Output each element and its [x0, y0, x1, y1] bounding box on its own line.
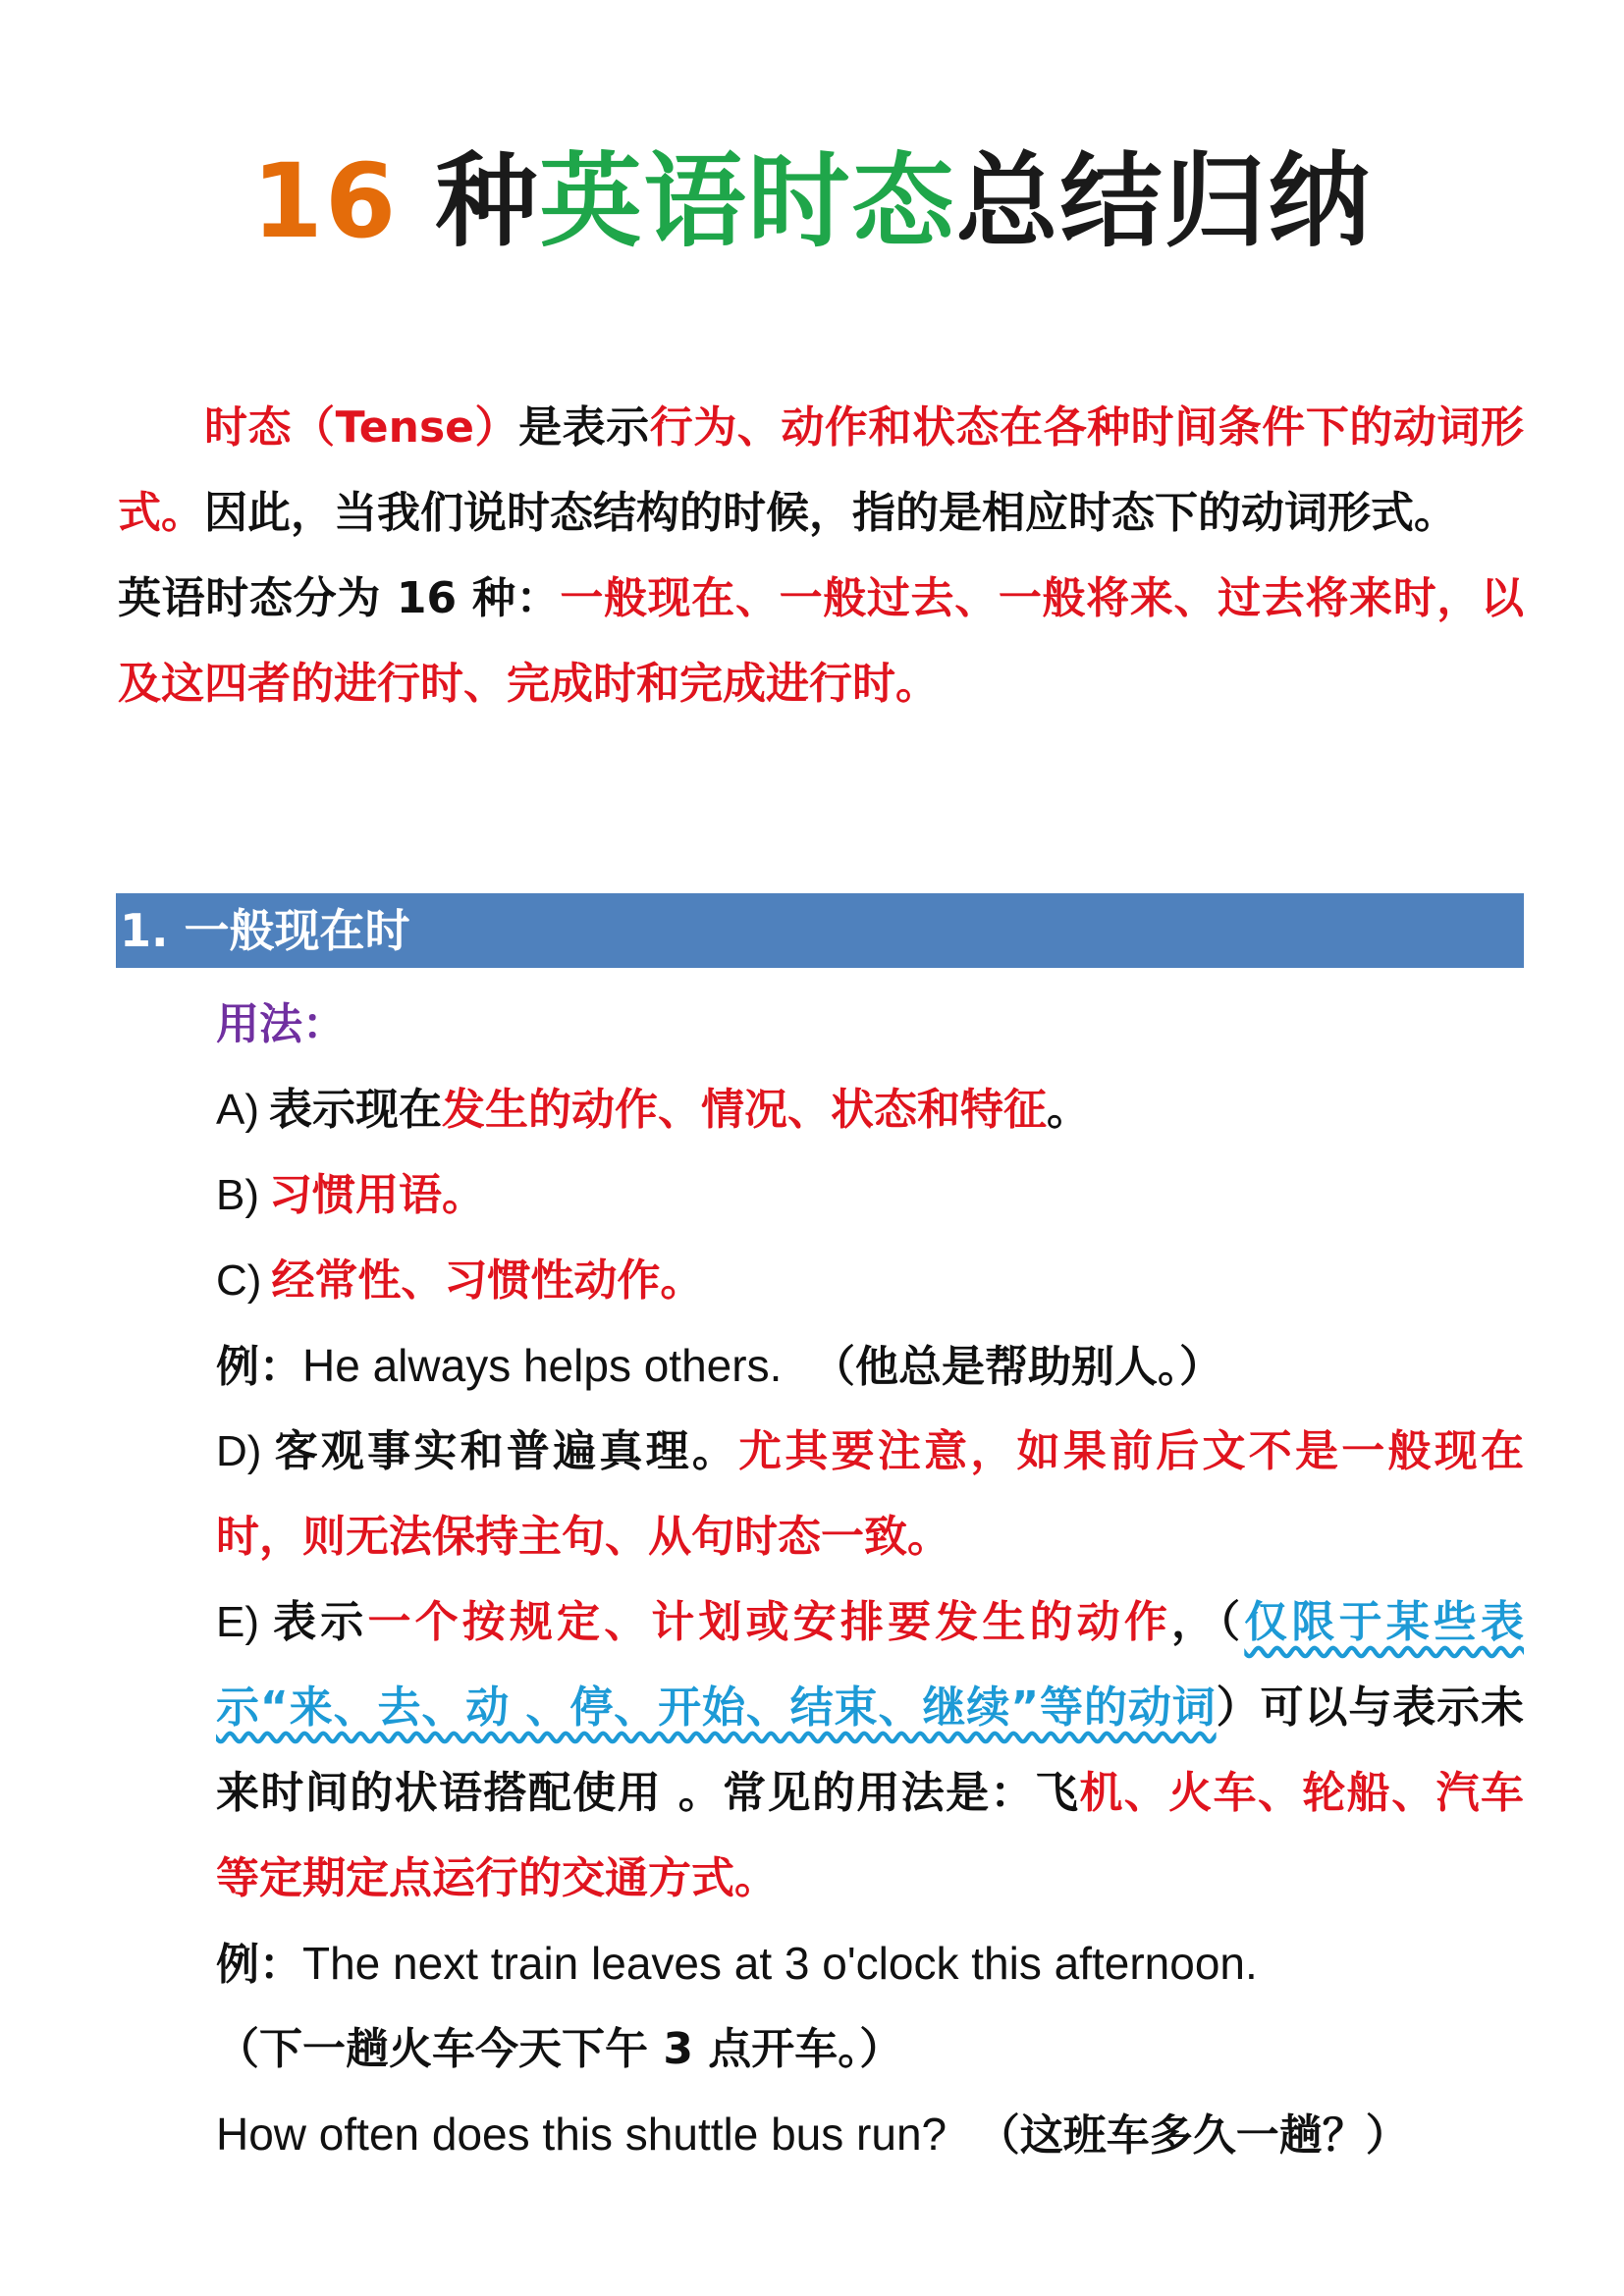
page-title	[0, 137, 1624, 265]
section-header-simple-present: 1. 一般现在时	[116, 893, 1524, 968]
intro-explanation: 因此，当我们说时态结构的时候，指的是相应时态下的动词形式。	[204, 488, 1457, 538]
intro-count: 英语时态分为 16 种：	[118, 573, 561, 623]
intro-term: 时态（Tense）	[204, 402, 519, 453]
usage-item-b: B) 习惯用语。	[216, 1170, 485, 1220]
title-part-tense: 英语时态	[539, 141, 956, 261]
section-body	[216, 982, 1524, 2177]
title-number: 16	[251, 141, 399, 261]
usage-label: 用法：	[216, 999, 346, 1049]
example-1: 例：He always helps others. （他总是帮助别人。）	[216, 1340, 1222, 1392]
title-part-kind: 种	[398, 141, 540, 261]
usage-item-e: E) 表示一个按规定、计划或安排要发生的动作，（仅限于某些表示“来、去、动 、停、开始、结束、继续”等的动词）可以与表示未来时间的状语搭配使用 。常见的用法是：飞机、火车、轮船、汽车等定期定点运行的交通方式。	[216, 1597, 1525, 1903]
usage-item-a: A) 表示现在发生的动作、情况、状态和特征。	[216, 1085, 1090, 1135]
title-part-summary: 总结归纳	[955, 141, 1373, 261]
intro-paragraph	[118, 385, 1524, 726]
intro-list: 一般现在、一般过去、一般将来、过去将来时，以及这四者的进行时、完成时和完成进行时。	[118, 573, 1524, 709]
example-3: How often does this shuttle bus run? （这班车多久一趟？）	[216, 2109, 1409, 2161]
example-2-translation: （下一趟火车今天下午 3 点开车。）	[216, 2024, 903, 2074]
example-2: 例：The next train leaves at 3 o'clock this afternoon.	[216, 1938, 1258, 1990]
usage-item-c: C) 经常性、习惯性动作。	[216, 1255, 704, 1306]
intro-text: 是表示	[518, 402, 650, 453]
usage-item-d: D) 客观事实和普遍真理。尤其要注意，如果前后文不是一般现在时，则无法保持主句、从句时态一致。	[216, 1426, 1525, 1562]
intro-definition: 行为、动作和状态在各种时间条件下的动词形式。	[118, 402, 1524, 538]
verb-limit-note: 仅限于某些表示“来、去、动 、停、开始、结束、继续”等的动词	[216, 1597, 1525, 1733]
